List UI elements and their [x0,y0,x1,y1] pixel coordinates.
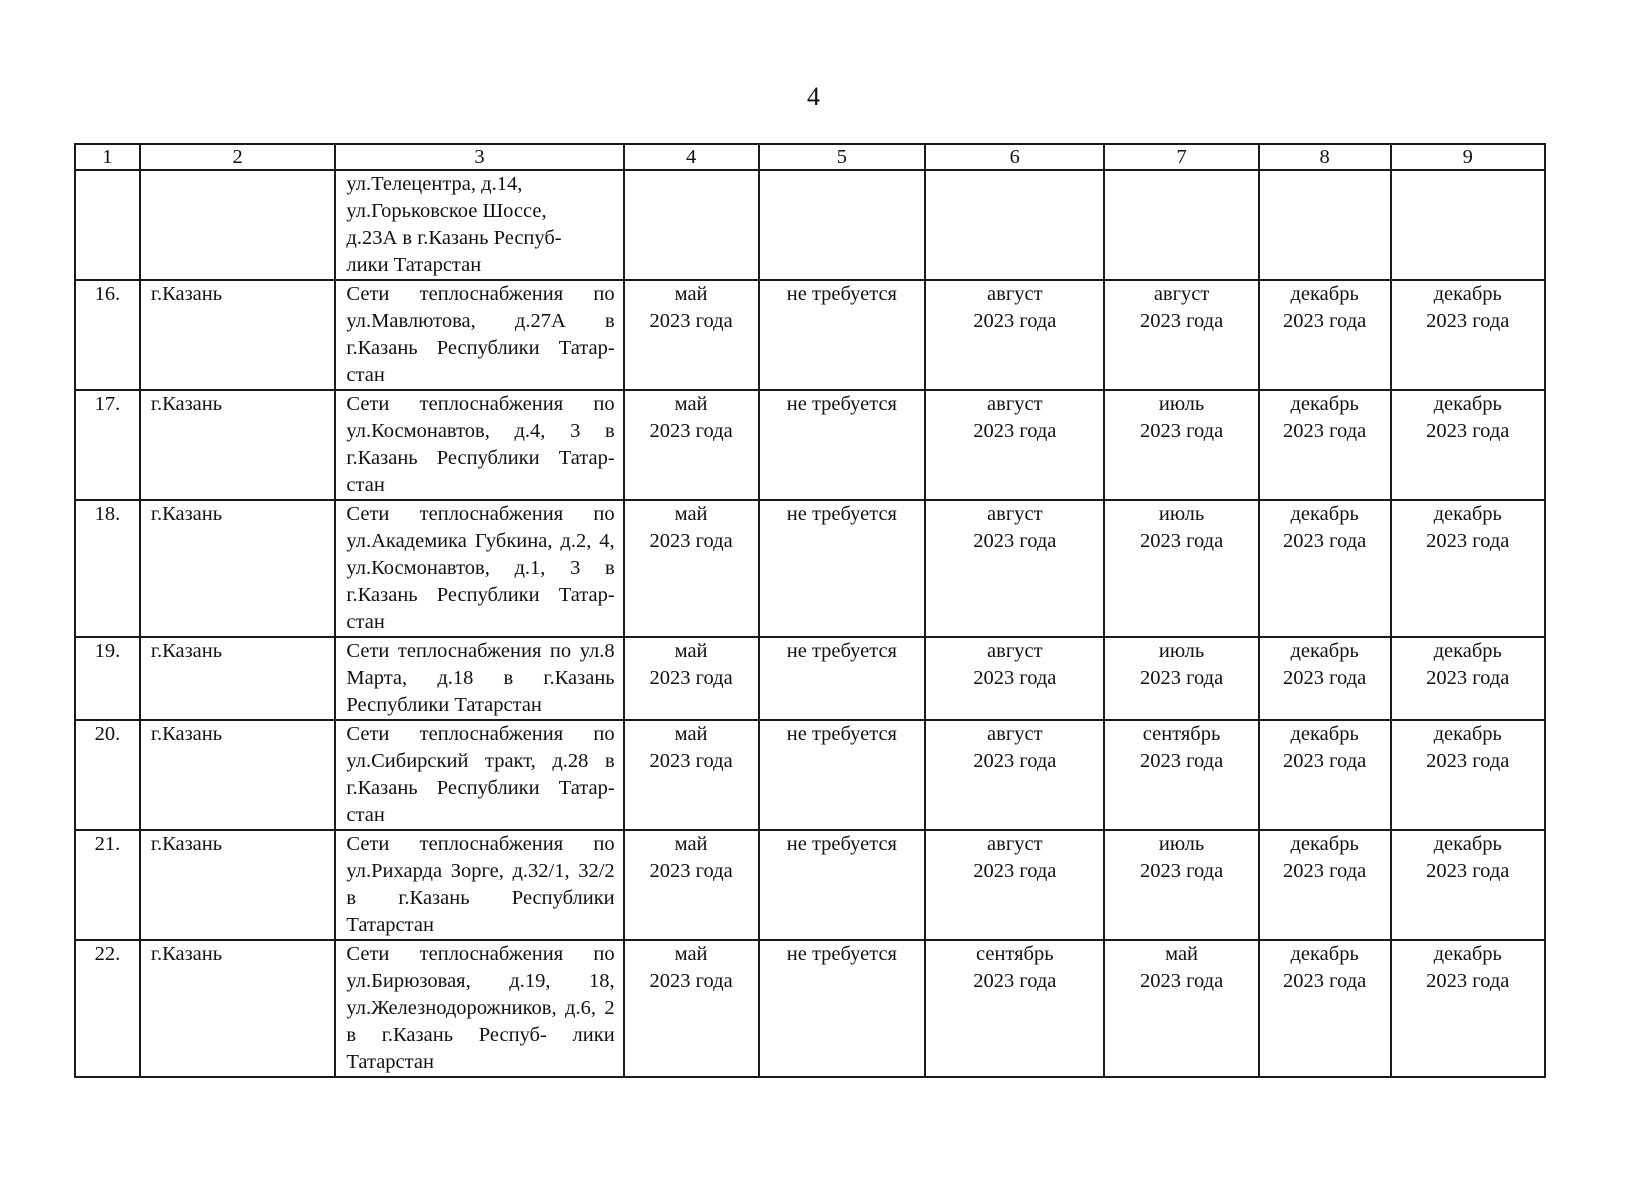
col6-month: август [987,503,1043,525]
object-line: ул.Бирюзовая, д.19, 18, [346,970,615,992]
col6-cell [925,170,1104,280]
col5-cell [759,170,926,280]
col6-cell [925,830,1104,940]
object-line: Республики Татарстан [346,694,542,716]
col6-cell [925,940,1104,1077]
table-row [75,637,1545,720]
col9-month: декабрь [1433,640,1502,662]
col6-month: август [987,640,1043,662]
col7-cell [1104,637,1258,720]
col9-year: 2023 года [1426,420,1510,442]
col6-month: сентябрь [976,943,1054,965]
row-number: 21. [94,833,121,855]
object-line: ул.Академика Губкина, д.2, [346,530,592,552]
object-line: г.Казань Республики Татар- [346,777,615,799]
col7-cell [1104,280,1258,390]
col8-cell [1259,940,1391,1077]
col4-year: 2023 года [649,860,733,882]
col5-value: не требуется [786,723,897,745]
col7-year: 2023 года [1139,750,1224,772]
object-line: ул.Железнодорожников, [346,997,557,1019]
col9-cell [1391,500,1545,637]
city-name: г.Казань [150,943,223,965]
schedule-table [74,143,1546,1078]
row-number-cell [75,390,140,500]
col9-cell [1391,390,1545,500]
col4-cell [624,637,759,720]
col5-value: не требуется [786,503,897,525]
object-line: ул.Космонавтов, д.4, 3 в [346,420,615,442]
col8-year: 2023 года [1283,970,1367,992]
col4-year: 2023 года [649,310,733,332]
col5-cell [759,280,926,390]
object-line: д.6, 2 в г.Казань Респуб- [346,997,615,1046]
col6-cell [925,500,1104,637]
col7-year: 2023 года [1139,860,1224,882]
row-number: 22. [94,943,121,965]
city-cell [140,390,336,500]
column-header-4: 4 [624,144,759,170]
col7-cell [1104,500,1258,637]
object-line: г.Казань Республики Татар- [346,447,615,469]
col5-cell [759,720,926,830]
col4-month: май [674,833,708,855]
object-line: стан [346,804,385,826]
col7-cell [1104,720,1258,830]
col8-month: декабрь [1290,640,1359,662]
object-line: ул.Горьковское Шоссе, [346,200,547,222]
col4-month: май [674,640,708,662]
city-name: г.Казань [150,833,223,855]
table-row [75,830,1545,940]
col6-month: август [987,833,1043,855]
col6-year: 2023 года [973,420,1057,442]
col4-month: май [674,283,708,305]
col7-year: 2023 года [1139,420,1224,442]
table-body [75,170,1545,1077]
table-row [75,940,1545,1077]
object-line: 4, ул.Космонавтов, д.1, 3 в [346,530,615,579]
object-line: стан [346,611,385,633]
col7-year: 2023 года [1139,530,1224,552]
column-header-1: 1 [75,144,140,170]
col5-value: не требуется [786,283,897,305]
col7-year: 2023 года [1139,667,1224,689]
col8-month: декабрь [1290,393,1359,415]
column-header-8: 8 [1259,144,1391,170]
object-line: Татарстан [346,914,434,936]
col4-cell [624,720,759,830]
object-cell [335,940,623,1077]
col6-year: 2023 года [973,970,1057,992]
col4-cell [624,830,759,940]
page-number: 4 [807,82,820,111]
column-header-9: 9 [1391,144,1545,170]
object-line: ул.Рихарда Зорге, д.32/1, [346,860,570,882]
col9-cell [1391,280,1545,390]
object-line: ул.Мавлютова, д.27А в [346,310,615,332]
col6-cell [925,390,1104,500]
col6-year: 2023 года [973,667,1057,689]
col6-month: август [987,723,1043,745]
column-header-5: 5 [759,144,926,170]
col9-cell [1391,720,1545,830]
col9-year: 2023 года [1426,970,1510,992]
col4-year: 2023 года [649,970,733,992]
col9-month: декабрь [1433,393,1502,415]
col5-cell [759,940,926,1077]
col5-value: не требуется [786,393,897,415]
row-number-cell [75,720,140,830]
col7-cell [1104,170,1258,280]
col7-month: июль [1158,640,1205,662]
city-name: г.Казань [150,283,223,305]
col8-cell [1259,720,1391,830]
col7-year: 2023 года [1139,970,1224,992]
col4-year: 2023 года [649,750,733,772]
col9-year: 2023 года [1426,310,1510,332]
col9-month: декабрь [1433,503,1502,525]
col8-year: 2023 года [1283,667,1367,689]
row-number-cell [75,500,140,637]
col9-month: декабрь [1433,833,1502,855]
row-number-cell [75,637,140,720]
col9-cell [1391,830,1545,940]
col8-month: декабрь [1290,943,1359,965]
object-line: д.23А в г.Казань Респуб- [346,227,562,249]
col4-month: май [674,503,708,525]
object-cell [335,637,623,720]
column-header-2: 2 [140,144,336,170]
col6-cell [925,280,1104,390]
city-name: г.Казань [150,640,223,662]
object-line: г.Казань Республики Татар- [346,337,615,359]
col9-year: 2023 года [1426,530,1510,552]
col8-year: 2023 года [1283,750,1367,772]
object-line: ул.Телецентра, д.14, [346,173,523,195]
object-line: ул.8 Марта, д.18 в г.Казань [346,640,615,689]
object-cell [335,830,623,940]
row-number: 17. [94,393,121,415]
col7-cell [1104,940,1258,1077]
row-number-cell [75,830,140,940]
col4-month: май [674,723,708,745]
col7-month: сентябрь [1142,723,1221,745]
header-row [75,144,1545,170]
col8-month: декабрь [1290,503,1359,525]
col7-month: май [1165,943,1199,965]
col4-year: 2023 года [649,530,733,552]
object-cell [335,500,623,637]
object-cell [335,720,623,830]
row-number-cell [75,940,140,1077]
col7-month: август [1153,283,1210,305]
row-number: 18. [94,503,121,525]
col6-month: август [987,393,1043,415]
object-line: Сети теплоснабжения по [346,723,615,745]
col5-cell [759,637,926,720]
object-cell [335,390,623,500]
city-cell [140,830,336,940]
col7-month: июль [1158,393,1205,415]
col8-year: 2023 года [1283,530,1367,552]
col8-cell [1259,390,1391,500]
column-header-6: 6 [925,144,1104,170]
city-cell [140,170,336,280]
col4-cell [624,390,759,500]
col8-year: 2023 года [1283,310,1367,332]
city-cell [140,280,336,390]
col8-cell [1259,170,1391,280]
object-line: Сети теплоснабжения по [346,640,572,662]
col5-cell [759,830,926,940]
col9-month: декабрь [1433,283,1502,305]
col6-year: 2023 года [973,310,1057,332]
col5-value: не требуется [786,640,897,662]
col9-cell [1391,940,1545,1077]
city-name: г.Казань [150,723,223,745]
col7-month: июль [1158,833,1205,855]
city-cell [140,500,336,637]
object-line: стан [346,474,385,496]
col8-year: 2023 года [1283,860,1367,882]
col8-month: декабрь [1290,833,1359,855]
col6-month: август [987,283,1043,305]
col4-month: май [674,393,708,415]
col9-month: декабрь [1433,723,1502,745]
row-number-cell [75,280,140,390]
continuation-row [75,170,1545,280]
col5-cell [759,500,926,637]
object-line: 32/2 в г.Казань Республики [346,860,615,909]
table-row [75,500,1545,637]
col8-cell [1259,280,1391,390]
row-number: 16. [94,283,121,305]
object-line: лики Татарстан [346,1024,615,1073]
col9-month: декабрь [1433,943,1502,965]
col6-cell [925,720,1104,830]
object-line: Сети теплоснабжения по [346,943,615,965]
col5-cell [759,390,926,500]
col4-cell [624,500,759,637]
row-number: 20. [94,723,121,745]
col6-cell [925,637,1104,720]
city-name: г.Казань [150,393,223,415]
object-line: Сети теплоснабжения по [346,393,615,415]
col8-year: 2023 года [1283,420,1367,442]
object-cell [335,170,623,280]
column-header-3: 3 [335,144,623,170]
row-number: 19. [94,640,121,662]
table-row [75,720,1545,830]
col7-cell [1104,830,1258,940]
col4-cell [624,170,759,280]
object-line: Сети теплоснабжения по [346,283,615,305]
city-cell [140,637,336,720]
city-cell [140,720,336,830]
table-row [75,390,1545,500]
col8-cell [1259,830,1391,940]
col8-cell [1259,637,1391,720]
object-line: Сети теплоснабжения по [346,833,615,855]
col4-cell [624,280,759,390]
table-row [75,280,1545,390]
object-cell [335,280,623,390]
row-number-cell [75,170,140,280]
col6-year: 2023 года [973,750,1057,772]
object-line: стан [346,364,385,386]
col4-month: май [674,943,708,965]
col6-year: 2023 года [973,860,1057,882]
col7-month: июль [1158,503,1205,525]
col8-month: декабрь [1290,283,1359,305]
col8-month: декабрь [1290,723,1359,745]
city-cell [140,940,336,1077]
column-header-7: 7 [1104,144,1258,170]
col9-cell [1391,170,1545,280]
object-line: Сети теплоснабжения по [346,503,615,525]
col4-year: 2023 года [649,667,733,689]
col4-year: 2023 года [649,420,733,442]
col5-value: не требуется [786,943,897,965]
col8-cell [1259,500,1391,637]
col7-cell [1104,390,1258,500]
col9-year: 2023 года [1426,750,1510,772]
object-line: г.Казань Республики Татар- [346,584,615,606]
col9-year: 2023 года [1426,667,1510,689]
col5-value: не требуется [786,833,897,855]
col9-cell [1391,637,1545,720]
object-line: ул.Сибирский тракт, д.28 в [346,750,615,772]
col9-year: 2023 года [1426,860,1510,882]
col4-cell [624,940,759,1077]
city-name: г.Казань [150,503,223,525]
col7-year: 2023 года [1139,310,1224,332]
object-line: лики Татарстан [346,254,482,276]
col6-year: 2023 года [973,530,1057,552]
